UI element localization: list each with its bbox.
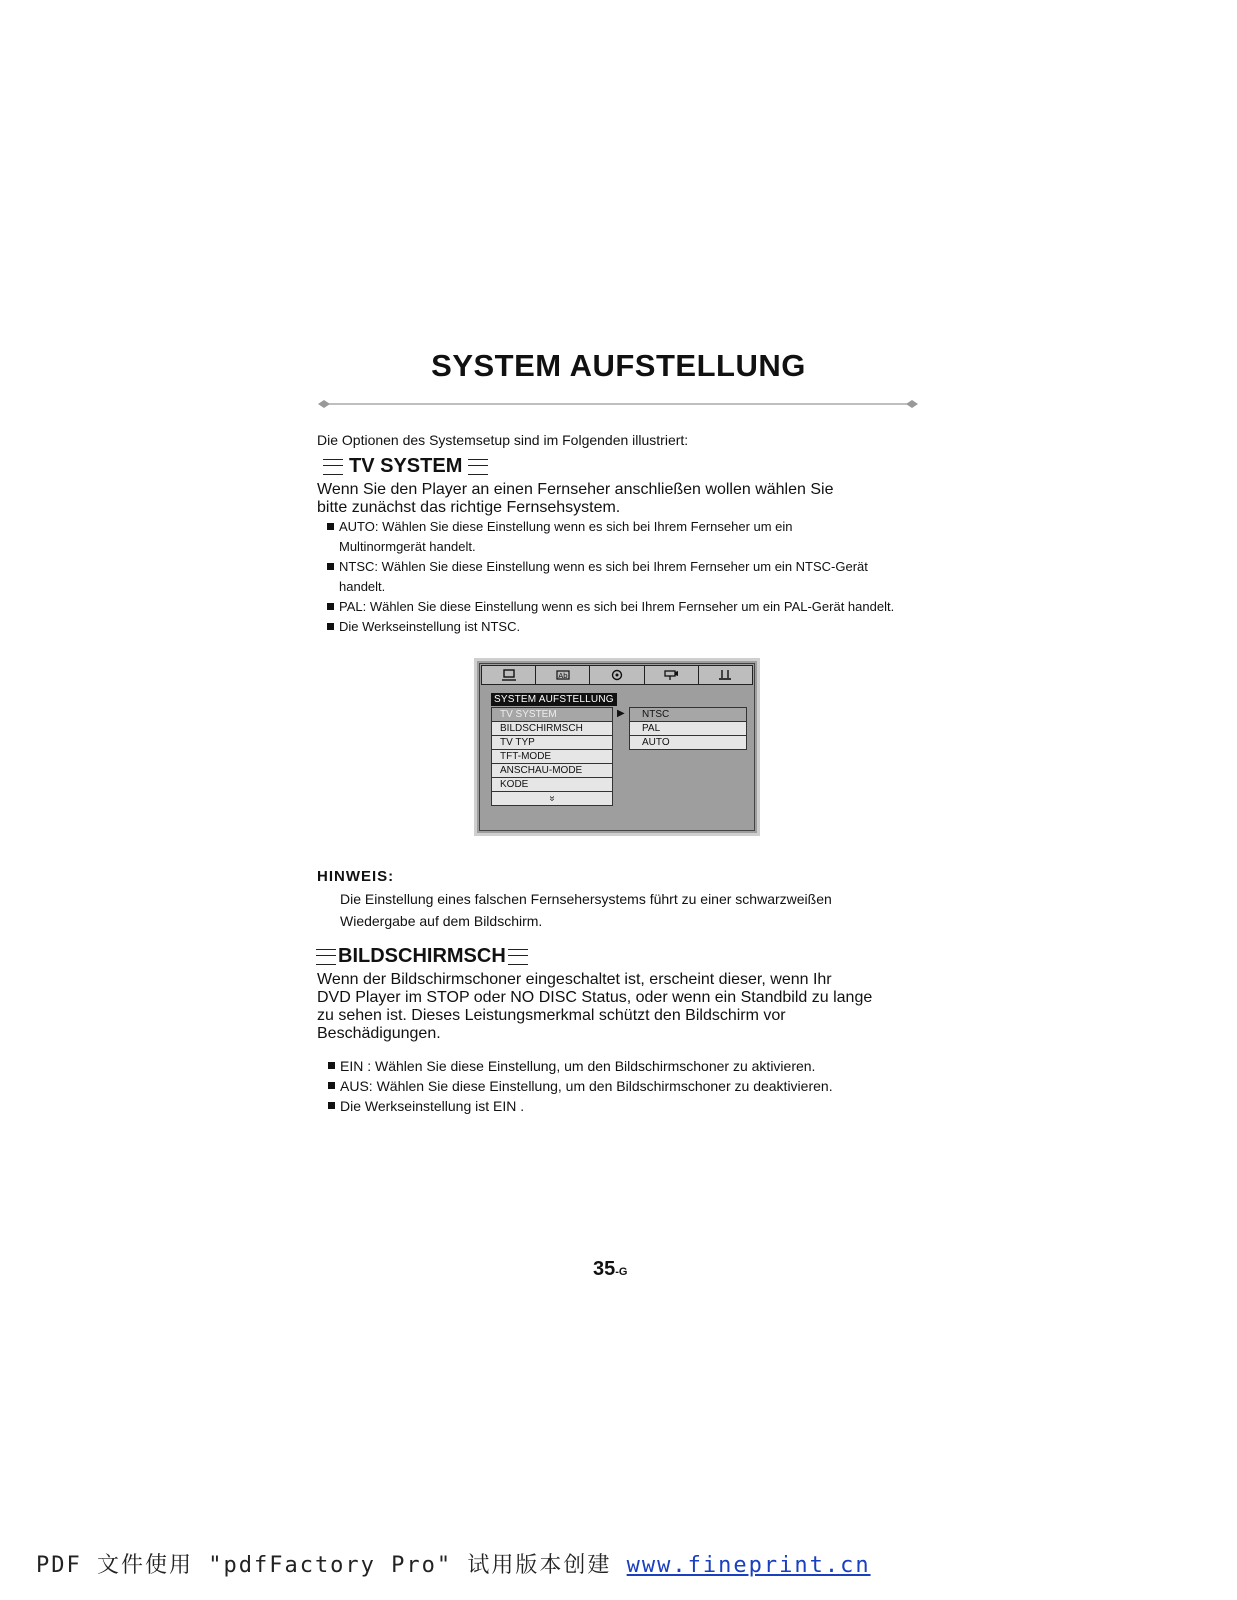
osd-item-anschau-mode[interactable]: ANSCHAU-MODE xyxy=(491,764,613,778)
screensaver-heading-text: BILDSCHIRMSCH xyxy=(338,945,506,967)
list-item xyxy=(325,617,935,637)
note-line: Wiedergabe auf dem Bildschirm. xyxy=(340,913,543,929)
chevron-glyph: » xyxy=(546,795,558,802)
osd-tab-bar xyxy=(481,665,753,685)
paragraph-line: DVD Player im STOP oder NO DISC Status, oder wenn ein Standbild zu lange xyxy=(317,989,873,1006)
monitor-icon xyxy=(482,666,536,684)
osd-menu-title: SYSTEM AUFSTELLUNG xyxy=(491,693,617,706)
screensaver-bullets xyxy=(326,1056,936,1116)
paragraph-line: bitte zunächst das richtige Fernsehsystem. xyxy=(317,499,621,516)
heading-bars-icon xyxy=(508,949,528,965)
title-divider xyxy=(318,399,918,409)
list-item xyxy=(325,597,935,617)
list-item: AUS: Wählen Sie diese Einstellung, um den Bildschirmschoner zu deaktivieren. xyxy=(326,1076,936,1096)
list-item: Die Werkseinstellung ist EIN . xyxy=(326,1096,936,1116)
osd-item-bildschirmsch[interactable]: BILDSCHIRMSCH xyxy=(491,722,613,736)
page-number-value: 35 xyxy=(593,1258,616,1280)
audio-icon xyxy=(590,666,644,684)
arrow-right-icon: ▶ xyxy=(617,708,625,719)
chevron-down-icon[interactable] xyxy=(491,792,613,806)
screensaver-paragraph xyxy=(317,971,947,1043)
paragraph-line: zu sehen ist. Dieses Leistungsmerkmal schützt den Bildschirm vor xyxy=(317,1007,786,1024)
osd-item-kode[interactable]: KODE xyxy=(491,778,613,792)
osd-menu-screenshot xyxy=(474,658,760,836)
heading-bars-icon xyxy=(468,459,488,475)
paragraph-line: Wenn Sie den Player an einen Fernseher anschließen wollen wählen Sie xyxy=(317,481,834,498)
heading-bars-icon xyxy=(316,949,336,965)
paragraph-line: Wenn der Bildschirmschoner eingeschaltet ist, erscheint dieser, wenn Ihr xyxy=(317,971,832,988)
bullet-line: Die Werkseinstellung ist NTSC. xyxy=(339,619,521,634)
video-camera-icon xyxy=(645,666,699,684)
osd-item-tv-system[interactable]: TV SYSTEM xyxy=(491,707,613,722)
svg-text:Ab: Ab xyxy=(558,672,568,680)
tv-system-heading xyxy=(323,455,488,478)
list-item: EIN : Wählen Sie diese Einstellung, um den Bildschirmschoner zu aktivieren. xyxy=(326,1056,936,1076)
osd-item-tft-mode[interactable]: TFT-MODE xyxy=(491,750,613,764)
bullet-line: NTSC: Wählen Sie diese Einstellung wenn es sich bei Ihrem Fernseher um ein NTSC-Gerät xyxy=(339,559,868,574)
bullet-line: AUTO: Wählen Sie diese Einstellung wenn es sich bei Ihrem Fernseher um ein xyxy=(339,519,793,534)
preferences-icon xyxy=(699,666,752,684)
list-item xyxy=(325,557,935,597)
osd-option-auto[interactable]: AUTO xyxy=(629,736,747,750)
tv-system-bullets xyxy=(325,517,935,637)
heading-bars-icon xyxy=(323,459,343,475)
note-line: Die Einstellung eines falschen Fernsehersystems führt zu einer schwarzweißen xyxy=(340,891,832,907)
osd-item-tv-typ[interactable]: TV TYP xyxy=(491,736,613,750)
note-heading: HINWEIS: xyxy=(317,868,395,885)
osd-option-ntsc[interactable]: NTSC xyxy=(629,707,747,722)
osd-left-menu xyxy=(491,707,613,806)
note-text xyxy=(340,888,920,932)
language-icon xyxy=(536,666,590,684)
page-suffix: -G xyxy=(615,1266,628,1278)
page-number xyxy=(593,1258,627,1281)
paragraph-line: Beschädigungen. xyxy=(317,1025,441,1042)
bullet-line: PAL: Wählen Sie diese Einstellung wenn es sich bei Ihrem Fernseher um ein PAL-Gerät handelt. xyxy=(339,599,895,614)
bullet-line: handelt. xyxy=(339,579,386,594)
list-item xyxy=(325,517,935,557)
footer-text: PDF 文件使用 "pdfFactory Pro" 试用版本创建 xyxy=(36,1553,627,1578)
page-title: SYSTEM AUFSTELLUNG xyxy=(431,348,806,383)
intro-text: Die Optionen des Systemsetup sind im Folgenden illustriert: xyxy=(317,432,689,448)
tv-system-heading-text: TV SYSTEM xyxy=(349,455,463,477)
footer-link[interactable]: www.fineprint.cn xyxy=(626,1553,871,1578)
bullet-line: Multinormgerät handelt. xyxy=(339,539,476,554)
tv-system-paragraph xyxy=(317,481,937,517)
screensaver-heading xyxy=(316,945,528,968)
osd-option-pal[interactable]: PAL xyxy=(629,722,747,736)
pdf-footer xyxy=(36,1548,871,1579)
osd-right-menu xyxy=(629,707,747,750)
